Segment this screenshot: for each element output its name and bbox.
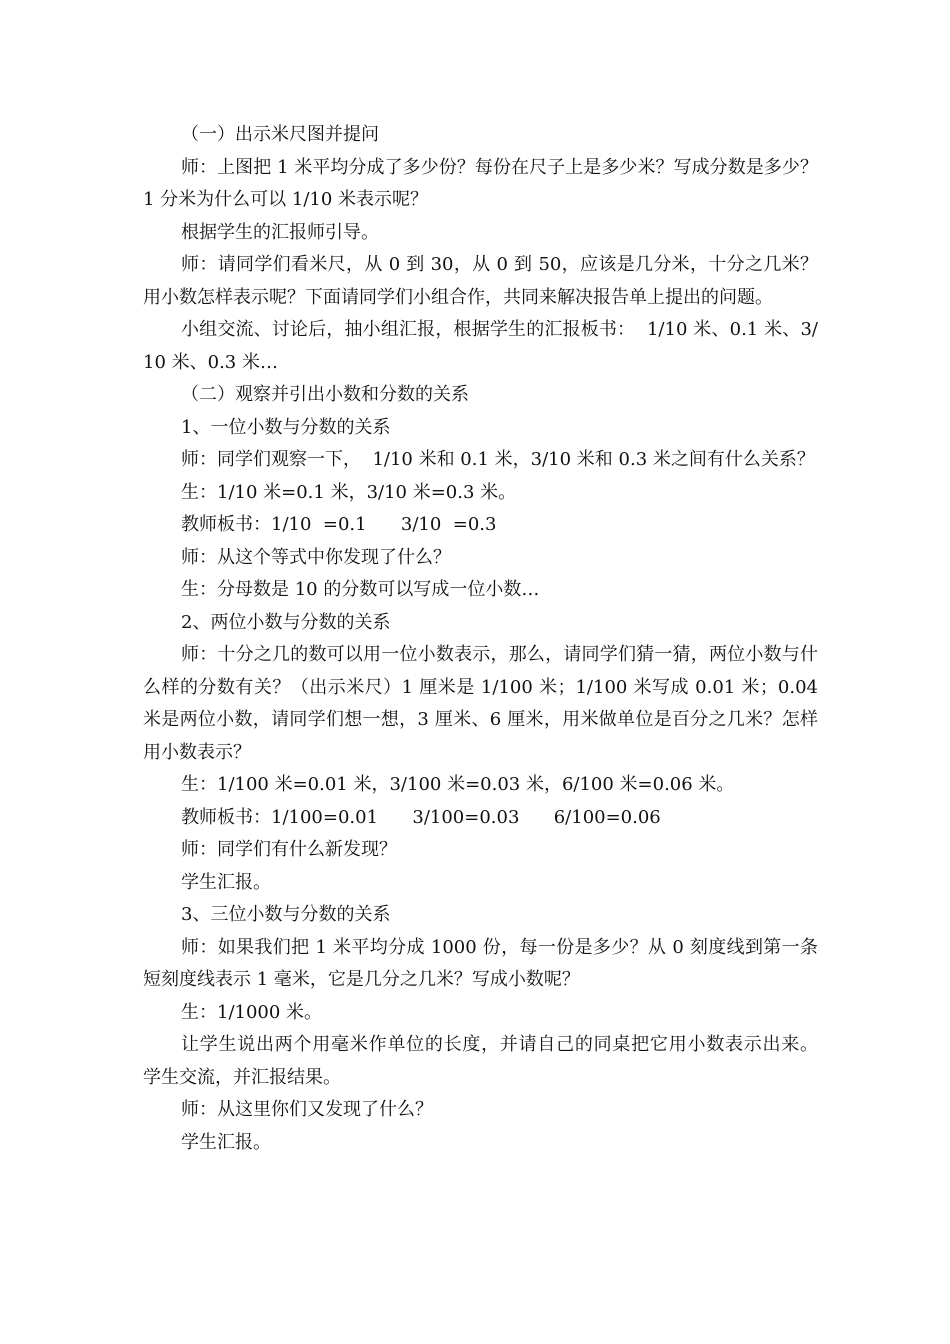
paragraph: 生：1/100 米=0.01 米，3/100 米=0.03 米，6/100 米=0.06 米。: [181, 774, 735, 795]
paragraph: 师：从这个等式中你发现了什么？: [181, 546, 451, 568]
paragraph: 师：从这里你们又发现了什么？: [181, 1099, 433, 1120]
paragraph: 学生汇报。: [181, 871, 271, 893]
subsection-heading-1: 1、一位小数与分数的关系: [181, 416, 391, 438]
section-heading-2: （二）观察并引出小数和分数的关系: [181, 384, 469, 405]
section-heading-1: （一）出示米尺图并提问: [181, 124, 379, 145]
paragraph: 师：请同学们看米尺，从 0 到 30，从 0 到 50，应该是几分米，十分之几米？用小数怎样表示呢？下面请同学们小组合作，共同来解决报告单上提出的问题。: [143, 254, 818, 308]
paragraph: 师：同学们有什么新发现？: [181, 839, 397, 860]
paragraph: 小组交流、讨论后，抽小组汇报，根据学生的汇报板书： 1/10 米、0.1 米、3/10 米、0.3 米…: [143, 319, 818, 373]
paragraph: 师：十分之几的数可以用一位小数表示，那么，请同学们猜一猜，两位小数与什么样的分数有关？（出示米尺）1 厘米是 1/100 米；1/100 米写成 0.01 米；0.04 米是两位小数，请同学们想一想，3 厘米、6 厘米，用米做单位是百分之几米？怎样用小数表示？: [143, 644, 824, 763]
paragraph: 师：同学们观察一下， 1/10 米和 0.1 米，3/10 米和 0.3 米之间有什么关系？: [181, 449, 815, 470]
subsection-heading-3: 3、三位小数与分数的关系: [181, 904, 391, 925]
paragraph: 生：1/1000 米。: [181, 1001, 323, 1023]
paragraph: 师：上图把 1 米平均分成了多少份？每份在尺子上是多少米？写成分数是多少？ 1 分米为什么可以 1/10 米表示呢？: [143, 156, 830, 210]
paragraph: 生：分母数是 10 的分数可以写成一位小数…: [181, 579, 540, 600]
paragraph: 教师板书：1/10 =0.1 3/10 =0.3: [181, 514, 497, 535]
paragraph: 生：1/10 米=0.1 米，3/10 米=0.3 米。: [181, 481, 517, 503]
document-body: [143, 119, 830, 1159]
paragraph: 教师板书：1/100=0.01 3/100=0.03 6/100=0.06: [181, 806, 661, 828]
paragraph: 学生汇报。: [181, 1131, 271, 1153]
paragraph: 让学生说出两个用毫米作单位的长度，并请自己的同桌把它用小数表示出来。 学生交流，并汇报结果。: [143, 1034, 830, 1088]
paragraph: 师：如果我们把 1 米平均分成 1000 份，每一份是多少？从 0 刻度线到第一条短刻度线表示 1 毫米，它是几分之几米？写成小数呢？: [143, 936, 818, 990]
paragraph: 根据学生的汇报师引导。: [181, 221, 379, 243]
subsection-heading-2: 2、两位小数与分数的关系: [181, 611, 391, 633]
